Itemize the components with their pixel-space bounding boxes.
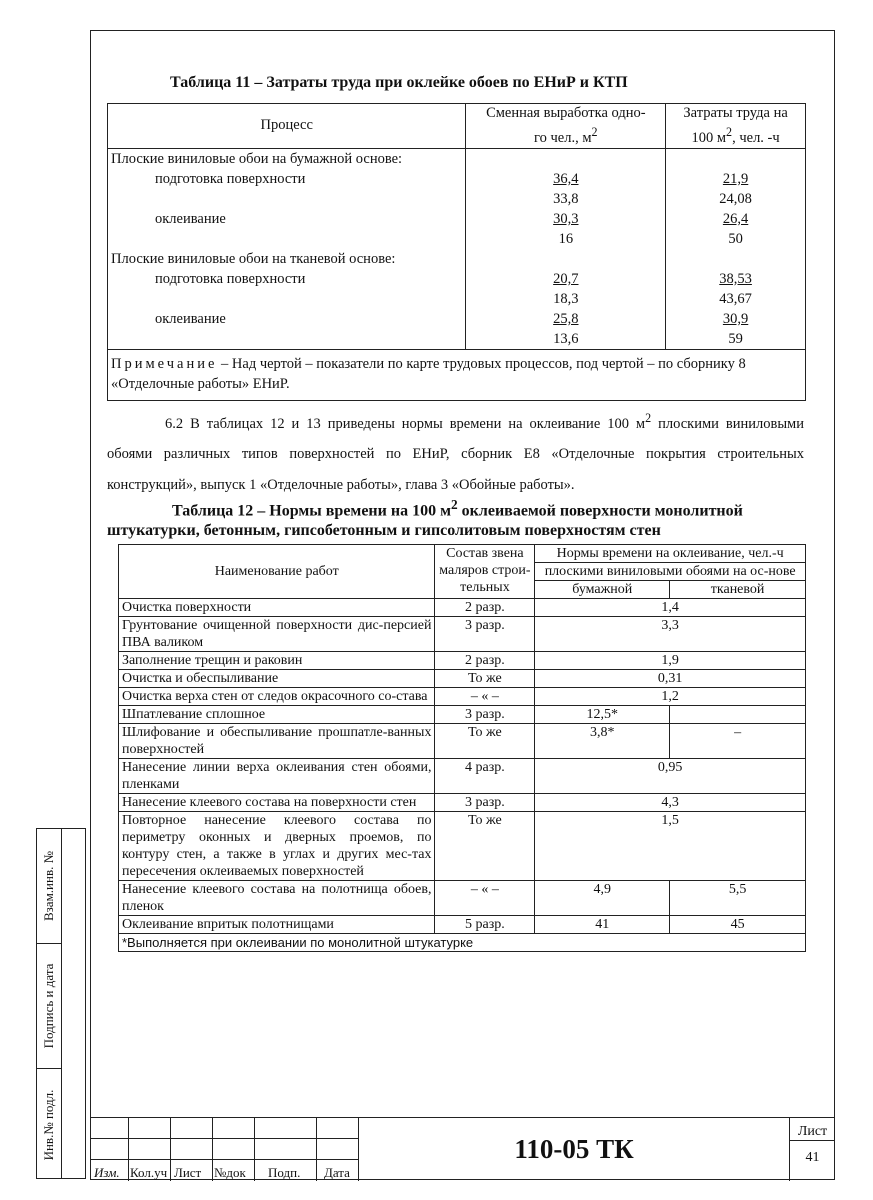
value-enir: 16 — [558, 230, 574, 247]
work-name: Шпатлевание сплошное — [119, 706, 435, 724]
work-name: Оклеивание впритык полотнищами — [119, 916, 435, 934]
group-name: Плоские виниловые обои на тканевой основе: — [111, 250, 396, 267]
table12-footnote-row — [119, 934, 806, 952]
table11-note-row — [108, 349, 806, 400]
value-enir: 33,8 — [553, 190, 579, 207]
side-stamp — [36, 828, 86, 1179]
work-name: Очистка и обеспыливание — [119, 670, 435, 688]
sheet-number: 41 — [805, 1150, 820, 1165]
norm-value: 3,3 — [535, 617, 806, 652]
crew-grade: – « – — [435, 688, 535, 706]
table12-row — [119, 916, 806, 934]
table11 — [107, 103, 806, 401]
output-column — [466, 148, 666, 349]
work-name: Очистка поверхности — [119, 599, 435, 617]
value-enir: 43,67 — [719, 290, 752, 307]
note-text: – Над чертой – показатели по карте трудовых процессов, под чертой – по сборнику 8 «Отделочные работы» ЕНиР. — [111, 355, 746, 392]
work-name: Заполнение трещин и раковин — [119, 652, 435, 670]
paragraph-6-2: 6.2 В таблицах 12 и 13 приведены нормы времени на оклеивание 100 $м^2$ плоскими виниловыми обоями различных типов поверхностей по ЕНиР, сборник Е8 «Отделочные покрытия строительных конструкций», выпуск 1 «Отделочные работы», глава 3 «Обойные работы». — [107, 411, 804, 493]
table12-row — [119, 670, 806, 688]
norm-value: 1,4 — [535, 599, 806, 617]
crew-grade: – « – — [435, 881, 535, 916]
crew-grade: 3 разр. — [435, 617, 535, 652]
group-name: Плоские виниловые обои на бумажной основе: — [111, 150, 403, 167]
table12-header-row1 — [119, 545, 806, 563]
norm-fabric: 45 — [670, 916, 806, 934]
col-data: Дата — [324, 1165, 350, 1180]
sheet-label: Лист — [790, 1124, 835, 1141]
crew-grade: 5 разр. — [435, 916, 535, 934]
table12-row — [119, 599, 806, 617]
value-enir: 24,08 — [719, 190, 752, 207]
norm-paper: 3,8* — [535, 724, 670, 759]
table11-header — [108, 104, 806, 149]
value-ktp: 20,7 — [553, 270, 579, 287]
crew-grade: 3 разр. — [435, 794, 535, 812]
norm-value: 1,9 — [535, 652, 806, 670]
process-name: оклеивание — [155, 210, 226, 227]
norm-paper: 12,5* — [535, 706, 670, 724]
header-paper: бумажной — [535, 581, 670, 599]
work-name: Нанесение клеевого состава на поверхности стен — [119, 794, 435, 812]
table12-row — [119, 794, 806, 812]
header-base: плоскими виниловыми обоями на ос-нове — [535, 563, 806, 581]
header-output: Сменная выработка одно- го чел., $м^2$ — [466, 104, 666, 149]
title-block — [90, 1117, 835, 1181]
norm-paper: 41 — [535, 916, 670, 934]
value-ktp: 25,8 — [553, 310, 579, 327]
table12-row — [119, 617, 806, 652]
col-podp: Подп. — [268, 1165, 301, 1180]
value-enir: 50 — [728, 230, 743, 247]
table12-row — [119, 881, 806, 916]
value-ktp: 26,4 — [722, 210, 749, 227]
table12-row — [119, 688, 806, 706]
table12-row — [119, 706, 806, 724]
col-kol-uch: Кол.уч — [130, 1165, 168, 1180]
table11-note — [108, 349, 806, 400]
table11-title: Таблица 11 – Затраты труда при оклейке обоев по ЕНиР и КТП — [170, 74, 628, 91]
side-cell-replace-inv: Взам.инв. № — [37, 829, 61, 944]
crew-grade: То же — [435, 670, 535, 688]
labor-column — [666, 148, 806, 349]
norm-fabric — [670, 706, 806, 724]
note-label: Примечание — [111, 355, 218, 372]
work-name: Нанесение клеевого состава на полотнища обоев, пленок — [119, 881, 435, 916]
value-enir: 59 — [728, 330, 743, 347]
crew-grade: То же — [435, 812, 535, 881]
header-labor: Затраты труда на 100 $м^2$, чел. -ч — [666, 104, 806, 149]
norm-value: 0,31 — [535, 670, 806, 688]
work-name: Повторное нанесение клеевого состава по периметру оконных и дверных проемов, по контуру стен, а также в углах и других мес-тах пересечения оклеиваемых поверхностей — [119, 812, 435, 881]
value-ktp: 36,4 — [553, 170, 579, 187]
col-list: Лист — [174, 1165, 202, 1180]
work-name: Нанесение линии верха оклеивания стен обоями, пленками — [119, 759, 435, 794]
work-name: Грунтование очищенной поверхности дис-персией ПВА валиком — [119, 617, 435, 652]
process-name: подготовка поверхности — [155, 170, 306, 187]
crew-grade: 2 разр. — [435, 599, 535, 617]
process-column — [108, 148, 466, 349]
value-ktp: 38,53 — [719, 270, 752, 287]
norm-value: 1,5 — [535, 812, 806, 881]
header-work: Наименование работ — [119, 545, 435, 599]
process-name: подготовка поверхности — [155, 270, 306, 287]
document-number: 110-05 ТК — [358, 1118, 790, 1181]
value-enir: 13,6 — [553, 330, 579, 347]
table12-row — [119, 812, 806, 881]
header-norms: Нормы времени на оклеивание, чел.-ч — [535, 545, 806, 563]
work-name: Очистка верха стен от следов окрасочного со-става — [119, 688, 435, 706]
value-ktp: 30,3 — [553, 210, 579, 227]
crew-grade: То же — [435, 724, 535, 759]
crew-grade: 2 разр. — [435, 652, 535, 670]
table12-row — [119, 652, 806, 670]
col-ndok: №док — [214, 1165, 246, 1180]
norm-value: 1,2 — [535, 688, 806, 706]
table12 — [118, 544, 806, 952]
table11-body — [108, 148, 806, 349]
norm-value: 0,95 — [535, 759, 806, 794]
header-process: Процесс — [108, 104, 466, 149]
side-cell-inv-orig: Инв.№ подл. — [41, 1089, 56, 1160]
header-fabric: тканевой — [670, 581, 806, 599]
work-name: Шлифование и обеспыливание прошпатле-ванных поверхностей — [119, 724, 435, 759]
norm-fabric: 5,5 — [670, 881, 806, 916]
norm-fabric: – — [670, 724, 806, 759]
value-enir: 18,3 — [553, 290, 579, 307]
header-crew: Состав звена маляров строи-тельных — [435, 545, 535, 599]
value-ktp: 21,9 — [722, 170, 749, 187]
col-izm: Изм. — [94, 1165, 120, 1180]
side-cell-sign-date: Подпись и дата — [37, 944, 61, 1069]
table12-footnote: *Выполняется при оклеивании по монолитной штукатурке — [119, 934, 806, 952]
table12-title: Таблица 12 – Нормы времени на 100 $м^2$ оклеиваемой поверхности монолитной штукатурки, бетонным, гипсобетонным и гипсолитовым поверхностям стен — [107, 497, 743, 540]
crew-grade: 3 разр. — [435, 706, 535, 724]
table12-row — [119, 724, 806, 759]
table12-row — [119, 759, 806, 794]
norm-value: 4,3 — [535, 794, 806, 812]
crew-grade: 4 разр. — [435, 759, 535, 794]
norm-paper: 4,9 — [535, 881, 670, 916]
revision-grid — [90, 1118, 358, 1181]
process-name: оклеивание — [155, 310, 226, 327]
value-ktp: 30,9 — [722, 310, 749, 327]
